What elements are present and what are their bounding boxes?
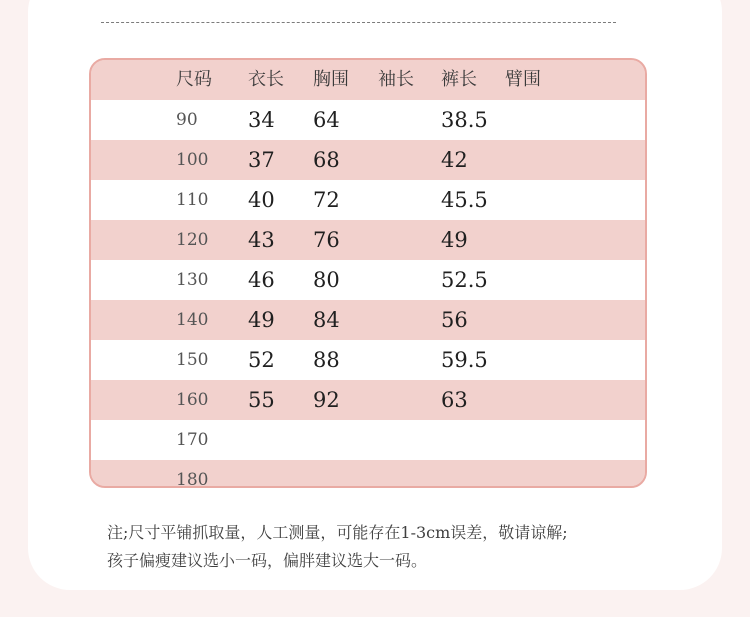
pants-length-cell: 38.5 <box>441 108 488 132</box>
header-length: 衣长 <box>248 69 284 90</box>
chest-cell: 72 <box>313 188 340 212</box>
size-cell: 130 <box>176 270 209 290</box>
table-row <box>91 260 645 300</box>
table-row <box>91 220 645 260</box>
header-chest: 胸围 <box>313 69 349 90</box>
size-cell: 150 <box>176 350 209 370</box>
table-row <box>91 180 645 220</box>
table-row <box>91 340 645 380</box>
header-size: 尺码 <box>176 69 212 90</box>
chest-cell: 64 <box>313 108 340 132</box>
pants-length-cell: 49 <box>441 228 468 252</box>
table-header-row <box>91 60 645 100</box>
size-cell: 100 <box>176 150 209 170</box>
note-line: 注;尺寸平铺抓取量，人工测量，可能存在1-3cm误差，敬请谅解; <box>107 523 568 542</box>
pants-length-cell: 63 <box>441 388 468 412</box>
pants-length-cell: 45.5 <box>441 188 488 212</box>
header-arm: 臂围 <box>505 69 541 90</box>
chest-cell: 92 <box>313 388 340 412</box>
pants-length-cell: 42 <box>441 148 468 172</box>
header-pants-length: 裤长 <box>441 69 477 90</box>
chest-cell: 84 <box>313 308 340 332</box>
note-line: 孩子偏瘦建议选小一码，偏胖建议选大一码。 <box>107 551 428 570</box>
length-cell: 40 <box>248 188 275 212</box>
chest-cell: 76 <box>313 228 340 252</box>
length-cell: 46 <box>248 268 275 292</box>
chest-cell: 68 <box>313 148 340 172</box>
size-cell: 140 <box>176 310 209 330</box>
size-cell: 90 <box>176 110 198 130</box>
size-cell: 170 <box>176 430 209 450</box>
length-cell: 55 <box>248 388 275 412</box>
table-row <box>91 380 645 420</box>
size-chart-table <box>89 58 647 488</box>
table-row <box>91 460 645 488</box>
header-sleeve: 袖长 <box>378 69 414 90</box>
size-cell: 180 <box>176 470 209 488</box>
length-cell: 37 <box>248 148 275 172</box>
pants-length-cell: 59.5 <box>441 348 488 372</box>
pants-length-cell: 52.5 <box>441 268 488 292</box>
chest-cell: 80 <box>313 268 340 292</box>
table-row <box>91 420 645 460</box>
length-cell: 43 <box>248 228 275 252</box>
measurement-note <box>107 519 568 575</box>
length-cell: 52 <box>248 348 275 372</box>
dashed-divider <box>101 22 616 23</box>
pants-length-cell: 56 <box>441 308 468 332</box>
length-cell: 34 <box>248 108 275 132</box>
table-row <box>91 100 645 140</box>
size-cell: 110 <box>176 190 209 210</box>
length-cell: 49 <box>248 308 275 332</box>
chest-cell: 88 <box>313 348 340 372</box>
size-cell: 120 <box>176 230 209 250</box>
table-row <box>91 300 645 340</box>
table-row <box>91 140 645 180</box>
size-cell: 160 <box>176 390 209 410</box>
